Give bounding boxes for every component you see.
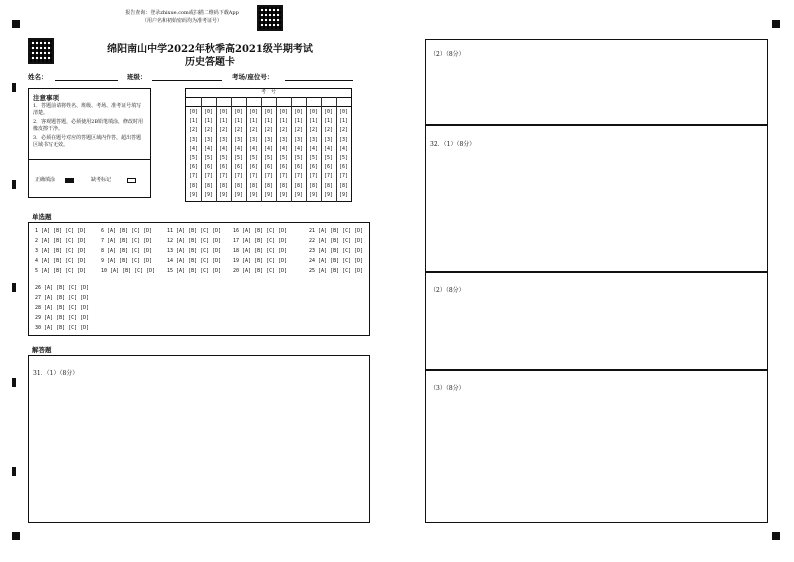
exam-digit-bubble[interactable]: [7] <box>278 173 289 180</box>
exam-digit-bubble[interactable]: [8] <box>323 182 334 189</box>
exam-digit-bubble[interactable]: [9] <box>233 191 244 198</box>
exam-digit-bubble[interactable]: [4] <box>338 145 349 152</box>
exam-digit-bubble[interactable]: [6] <box>278 164 289 171</box>
exam-number-grid <box>185 88 352 202</box>
exam-digit-bubble[interactable]: [8] <box>188 182 199 189</box>
choice-question[interactable]: 10 [A] [B] [C] [D] <box>101 268 156 274</box>
exam-digit-bubble[interactable]: [5] <box>188 155 199 162</box>
exam-digit-bubble[interactable]: [8] <box>248 182 259 189</box>
answer-area-q32-2[interactable] <box>425 272 768 370</box>
exam-digit-bubble[interactable]: [5] <box>338 155 349 162</box>
exam-digit-bubble[interactable]: [3] <box>248 136 259 143</box>
choice-question[interactable]: 18 [A] [B] [C] [D] <box>233 248 288 254</box>
name-field[interactable] <box>55 80 118 81</box>
exam-digit-bubble[interactable]: [0] <box>188 109 199 115</box>
choice-question[interactable]: 15 [A] [B] [C] [D] <box>167 268 222 274</box>
exam-digit-bubble[interactable]: [7] <box>218 173 229 180</box>
exam-digit-bubble[interactable]: [2] <box>323 127 334 134</box>
choice-question[interactable]: 22 [A] [B] [C] [D] <box>309 238 364 244</box>
correct-fill-label: 正确填涂 <box>35 177 56 183</box>
exam-digit-bubble[interactable]: [8] <box>338 182 349 189</box>
choice-question[interactable]: 17 [A] [B] [C] [D] <box>233 238 288 244</box>
exam-digit-bubble[interactable]: [1] <box>203 118 214 125</box>
choice-question[interactable]: 29 [A] [B] [C] [D] <box>35 315 90 321</box>
exam-digit-bubble[interactable]: [5] <box>218 155 229 162</box>
exam-digit-bubble[interactable]: [8] <box>233 182 244 189</box>
choice-question[interactable]: 24 [A] [B] [C] [D] <box>309 258 364 264</box>
exam-digit-bubble[interactable]: [2] <box>248 127 259 134</box>
exam-digit-bubble[interactable]: [0] <box>203 109 214 115</box>
exam-digit-bubble[interactable]: [4] <box>278 145 289 152</box>
qr-code <box>28 38 54 64</box>
choice-question[interactable]: 27 [A] [B] [C] [D] <box>35 295 90 301</box>
exam-digit-bubble[interactable]: [4] <box>263 145 274 152</box>
exam-digit-bubble[interactable]: [9] <box>278 191 289 198</box>
exam-digit-bubble[interactable]: [6] <box>293 164 304 171</box>
choice-question[interactable]: 9 [A] [B] [C] [D] <box>101 258 153 264</box>
exam-digit-bubble[interactable]: [0] <box>278 109 289 115</box>
exam-digit-bubble[interactable]: [3] <box>263 136 274 143</box>
choice-question[interactable]: 19 [A] [B] [C] [D] <box>233 258 288 264</box>
exam-digit-bubble[interactable]: [4] <box>203 145 214 152</box>
exam-digit-bubble[interactable]: [2] <box>188 127 199 134</box>
corner-mark-top-right <box>772 20 780 28</box>
exam-digit-bubble[interactable]: [2] <box>338 127 349 134</box>
exam-digit-bubble[interactable]: [9] <box>188 191 199 198</box>
exam-digit-bubble[interactable]: [0] <box>308 109 319 115</box>
q31-2-label: （2）（8分） <box>430 51 465 58</box>
timing-mark <box>12 180 16 189</box>
report-notice-line-1: 报告查询：登录zhixue.com或扫描二维码下载App <box>125 10 239 16</box>
exam-digit-bubble[interactable]: [7] <box>188 173 199 180</box>
timing-mark <box>12 378 16 387</box>
choice-question[interactable]: 8 [A] [B] [C] [D] <box>101 248 153 254</box>
exam-digit-bubble[interactable]: [0] <box>323 109 334 115</box>
choice-question[interactable]: 5 [A] [B] [C] [D] <box>35 268 87 274</box>
corner-mark-bottom-left <box>12 532 20 540</box>
exam-digit-bubble[interactable]: [5] <box>278 155 289 162</box>
answer-area-q32-1[interactable] <box>425 125 768 272</box>
exam-digit-bubble[interactable]: [6] <box>233 164 244 171</box>
exam-digit-bubble[interactable]: [5] <box>263 155 274 162</box>
exam-digit-bubble[interactable]: [6] <box>188 164 199 171</box>
choice-question[interactable]: 6 [A] [B] [C] [D] <box>101 228 153 234</box>
answer-area-q32-3[interactable] <box>425 370 768 523</box>
exam-digit-bubble[interactable]: [6] <box>308 164 319 171</box>
exam-digit-bubble[interactable]: [9] <box>203 191 214 198</box>
app-qr-code <box>257 5 283 31</box>
exam-digit-bubble[interactable]: [7] <box>323 173 334 180</box>
page-title: 绵阳南山中学2022年秋季高2021级半期考试 <box>107 44 313 55</box>
name-label: 姓名： <box>28 73 48 81</box>
exam-digit-bubble[interactable]: [7] <box>338 173 349 180</box>
exam-digit-bubble[interactable]: [1] <box>293 118 304 125</box>
exam-digit-column[interactable] <box>202 108 215 200</box>
exam-digit-bubble[interactable]: [9] <box>338 191 349 198</box>
exam-digit-bubble[interactable]: [0] <box>248 109 259 115</box>
class-label: 班级： <box>127 73 147 81</box>
exam-digit-bubble[interactable]: [3] <box>203 136 214 143</box>
exam-digit-bubble[interactable]: [8] <box>263 182 274 189</box>
exam-digit-bubble[interactable]: [6] <box>218 164 229 171</box>
timing-mark <box>12 83 16 92</box>
room-seat-label: 考场/座位号： <box>232 73 274 81</box>
choice-question[interactable]: 25 [A] [B] [C] [D] <box>309 268 364 274</box>
q32-3-label: （3）（8分） <box>430 385 465 392</box>
choice-question[interactable]: 2 [A] [B] [C] [D] <box>35 238 87 244</box>
instruction-line: 2．客观题答题，必须使用2B铅笔填涂，修改时用橡皮擦干净。 <box>33 119 144 132</box>
exam-digit-bubble[interactable]: [5] <box>323 155 334 162</box>
exam-digit-bubble[interactable]: [8] <box>218 182 229 189</box>
timing-mark <box>12 467 16 476</box>
q32-1-label: 32．（1）（8分） <box>430 141 476 148</box>
timing-mark <box>12 283 16 292</box>
exam-digit-column[interactable] <box>217 108 230 200</box>
choice-question[interactable]: 4 [A] [B] [C] [D] <box>35 258 87 264</box>
exam-digit-bubble[interactable]: [0] <box>338 109 349 115</box>
exam-digit-bubble[interactable]: [5] <box>248 155 259 162</box>
exam-digit-bubble[interactable]: [1] <box>218 118 229 125</box>
exam-digit-bubble[interactable]: [9] <box>323 191 334 198</box>
single-choice-heading: 单选题 <box>32 213 52 221</box>
exam-digit-bubble[interactable]: [5] <box>233 155 244 162</box>
exam-digit-bubble[interactable]: [7] <box>233 173 244 180</box>
exam-digit-bubble[interactable]: [5] <box>308 155 319 162</box>
exam-digit-bubble[interactable]: [9] <box>218 191 229 198</box>
exam-digit-column[interactable] <box>337 108 350 200</box>
exam-digit-bubble[interactable]: [1] <box>323 118 334 125</box>
exam-digit-bubble[interactable]: [2] <box>233 127 244 134</box>
exam-digit-bubble[interactable]: [6] <box>338 164 349 171</box>
exam-digit-column[interactable] <box>262 108 275 200</box>
exam-digit-bubble[interactable]: [3] <box>308 136 319 143</box>
exam-digit-bubble[interactable]: [7] <box>293 173 304 180</box>
exam-digit-bubble[interactable]: [9] <box>308 191 319 198</box>
exam-digit-bubble[interactable]: [8] <box>293 182 304 189</box>
exam-digit-bubble[interactable]: [6] <box>323 164 334 171</box>
exam-digit-bubble[interactable]: [4] <box>233 145 244 152</box>
choice-question[interactable]: 30 [A] [B] [C] [D] <box>35 325 90 331</box>
exam-digit-bubble[interactable]: [3] <box>338 136 349 143</box>
exam-digit-column[interactable] <box>322 108 335 200</box>
exam-digit-bubble[interactable]: [8] <box>278 182 289 189</box>
choice-question[interactable]: 1 [A] [B] [C] [D] <box>35 228 87 234</box>
instruction-line: 3．必须在题号对应的答题区域内作答，超出答题区域书写无效。 <box>33 135 142 148</box>
exam-digit-bubble[interactable]: [7] <box>248 173 259 180</box>
essay-heading: 解答题 <box>32 346 52 354</box>
exam-digit-bubble[interactable]: [8] <box>203 182 214 189</box>
exam-digit-bubble[interactable]: [2] <box>308 127 319 134</box>
missing-mark-label: 缺考标记 <box>91 177 112 183</box>
exam-digit-bubble[interactable]: [1] <box>233 118 244 125</box>
exam-digit-column[interactable] <box>277 108 290 200</box>
exam-digit-bubble[interactable]: [9] <box>263 191 274 198</box>
exam-digit-bubble[interactable]: [3] <box>188 136 199 143</box>
exam-number-heading: 考 号 <box>260 89 276 95</box>
answer-area-q31-2[interactable] <box>425 39 768 125</box>
exam-digit-bubble[interactable]: [4] <box>188 145 199 152</box>
exam-digit-bubble[interactable]: [3] <box>323 136 334 143</box>
q32-2-label: （2）（8分） <box>430 287 465 294</box>
choice-question[interactable]: 3 [A] [B] [C] [D] <box>35 248 87 254</box>
exam-digit-bubble[interactable]: [1] <box>188 118 199 125</box>
exam-digit-column[interactable] <box>187 108 200 200</box>
choice-question[interactable]: 14 [A] [B] [C] [D] <box>167 258 222 264</box>
instruction-line: 1．答题前请将姓名、班级、考场、准考证号填写清楚。 <box>33 103 142 116</box>
exam-digit-bubble[interactable]: [4] <box>308 145 319 152</box>
room-seat-field[interactable] <box>285 80 353 81</box>
exam-digit-bubble[interactable]: [3] <box>278 136 289 143</box>
choice-question[interactable]: 23 [A] [B] [C] [D] <box>309 248 364 254</box>
exam-digit-bubble[interactable]: [4] <box>293 145 304 152</box>
exam-digit-bubble[interactable]: [0] <box>233 109 244 115</box>
exam-digit-bubble[interactable]: [1] <box>263 118 274 125</box>
exam-digit-bubble[interactable]: [9] <box>248 191 259 198</box>
answer-area-q31-1[interactable] <box>28 355 370 523</box>
class-field[interactable] <box>152 80 222 81</box>
choice-question[interactable]: 13 [A] [B] [C] [D] <box>167 248 222 254</box>
exam-digit-bubble[interactable]: [2] <box>293 127 304 134</box>
exam-digit-bubble[interactable]: [3] <box>218 136 229 143</box>
exam-digit-column[interactable] <box>232 108 245 200</box>
exam-digit-bubble[interactable]: [2] <box>263 127 274 134</box>
exam-digit-bubble[interactable]: [8] <box>308 182 319 189</box>
page-subtitle: 历史答题卡 <box>185 57 235 68</box>
exam-digit-bubble[interactable]: [6] <box>203 164 214 171</box>
exam-digit-bubble[interactable]: [0] <box>263 109 274 115</box>
exam-digit-bubble[interactable]: [1] <box>338 118 349 125</box>
corner-mark-bottom-right <box>772 532 780 540</box>
q31-1-label: 31．（1）（8分） <box>33 370 79 377</box>
instructions-box <box>28 88 151 198</box>
exam-digit-bubble[interactable]: [7] <box>308 173 319 180</box>
corner-mark-top-left <box>12 20 20 28</box>
exam-digit-bubble[interactable]: [3] <box>233 136 244 143</box>
exam-digit-bubble[interactable]: [4] <box>323 145 334 152</box>
instructions-heading: 注意事项 <box>33 94 59 102</box>
exam-digit-bubble[interactable]: [9] <box>293 191 304 198</box>
single-choice-box <box>28 222 370 336</box>
exam-digit-bubble[interactable]: [5] <box>293 155 304 162</box>
exam-digit-bubble[interactable]: [4] <box>218 145 229 152</box>
choice-question[interactable]: 20 [A] [B] [C] [D] <box>233 268 288 274</box>
choice-question[interactable]: 7 [A] [B] [C] [D] <box>101 238 153 244</box>
choice-question[interactable]: 11 [A] [B] [C] [D] <box>167 228 222 234</box>
choice-question[interactable]: 12 [A] [B] [C] [D] <box>167 238 222 244</box>
correct-fill-sample <box>65 178 74 183</box>
choice-question[interactable]: 16 [A] [B] [C] [D] <box>233 228 288 234</box>
report-notice-line-2: （用户名和初始密码均为准考证号） <box>141 18 222 24</box>
exam-digit-bubble[interactable]: [0] <box>293 109 304 115</box>
choice-question[interactable]: 26 [A] [B] [C] [D] <box>35 285 90 291</box>
exam-digit-column[interactable] <box>292 108 305 200</box>
exam-digit-bubble[interactable]: [1] <box>308 118 319 125</box>
exam-digit-bubble[interactable]: [7] <box>203 173 214 180</box>
exam-digit-column[interactable] <box>307 108 320 200</box>
missing-mark-checkbox[interactable] <box>127 178 136 183</box>
exam-digit-bubble[interactable]: [1] <box>278 118 289 125</box>
exam-digit-bubble[interactable]: [2] <box>218 127 229 134</box>
exam-digit-bubble[interactable]: [7] <box>263 173 274 180</box>
exam-digit-bubble[interactable]: [1] <box>248 118 259 125</box>
exam-digit-bubble[interactable]: [4] <box>248 145 259 152</box>
exam-digit-bubble[interactable]: [5] <box>203 155 214 162</box>
exam-digit-column[interactable] <box>247 108 260 200</box>
choice-question[interactable]: 21 [A] [B] [C] [D] <box>309 228 364 234</box>
exam-digit-bubble[interactable]: [2] <box>203 127 214 134</box>
exam-digit-bubble[interactable]: [3] <box>293 136 304 143</box>
choice-question[interactable]: 28 [A] [B] [C] [D] <box>35 305 90 311</box>
exam-digit-bubble[interactable]: [2] <box>278 127 289 134</box>
exam-digit-bubble[interactable]: [0] <box>218 109 229 115</box>
exam-digit-bubble[interactable]: [6] <box>248 164 259 171</box>
exam-digit-bubble[interactable]: [6] <box>263 164 274 171</box>
